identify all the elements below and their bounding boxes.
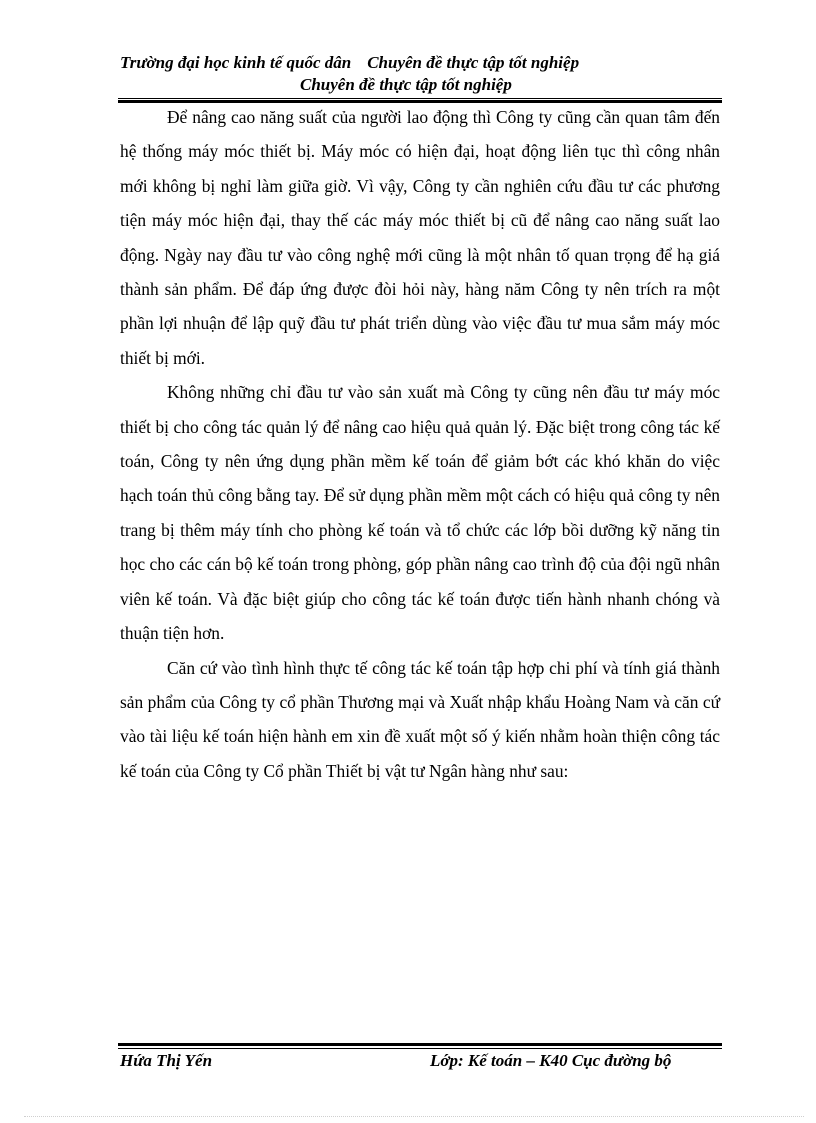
footer-rule-thick: [118, 1043, 722, 1046]
paragraph-proposals-intro: Căn cứ vào tình hình thực tế công tác kế toán tập hợp chi phí và tính giá thành sản phẩm của Công ty cổ phần Thương mại và Xuất nhập khẩu Hoàng Nam và căn cứ vào tài liệu kế toán hiện hành em xin đề xuất một số ý kiến nhằm hoàn thiện công tác kế toán của Công ty Cổ phần Thiết bị vật tư Ngân hàng như sau:: [120, 657, 720, 781]
header-line-2: Chuyên đề thực tập tốt nghiệp: [300, 75, 512, 94]
footer-rule-thin: [118, 1048, 722, 1049]
page-edge-divider: [24, 1116, 804, 1117]
page-header: [120, 52, 720, 96]
author-name: Hứa Thị Yến: [120, 1051, 213, 1070]
paragraph-management-software: Không những chỉ đầu tư vào sản xuất mà Công ty cũng nên đầu tư máy móc thiết bị cho công tác quản lý để nâng cao hiệu quả quản lý. Đặc biệt trong công tác kế toán, Công ty nên ứng dụng phần mềm kế toán để giảm bớt các khó khăn do việc hạch toán thủ công bằng tay. Để sử dụng phần mềm một cách có hiệu quả công ty nên trang bị thêm máy tính cho phòng kế toán và tổ chức các lớp bồi dưỡng kỹ năng tin học cho các cán bộ kế toán trong phòng, góp phần nâng cao trình độ của đội ngũ nhân viên kế toán. Và đặc biệt giúp cho công tác kế toán được tiến hành nhanh chóng và thuận tiện hơn.: [120, 382, 720, 644]
paragraph-equipment-investment: Để nâng cao năng suất của người lao động thì Công ty cũng cần quan tâm đến hệ thống máy móc thiết bị. Máy móc có hiện đại, hoạt động liên tục thì công nhân mới không bị nghỉ làm giữa giờ. Vì vậy, Công ty cần nghiên cứu đầu tư các phương tiện máy móc hiện đại, thay thế các máy móc thiết bị cũ để nâng cao năng suất lao động. Ngày nay đầu tư vào công nghệ mới cũng là một nhân tố quan trọng để hạ giá thành sản phẩm. Để đáp ứng được đòi hỏi này, hàng năm Công ty nên trích ra một phần lợi nhuận để lập quỹ đầu tư phát triển dùng vào việc đầu tư mua sắm máy móc thiết bị mới.: [120, 107, 720, 368]
header-line-1: [120, 52, 720, 74]
class-label: Lớp: Kế toán – K40 Cục đường bộ: [430, 1051, 672, 1070]
header-rule-thin: [118, 98, 722, 99]
document-body: [120, 100, 720, 788]
university-name: Trường đại học kinh tế quốc dân: [120, 53, 352, 72]
report-title: Chuyên đề thực tập tốt nghiệp: [367, 53, 580, 72]
